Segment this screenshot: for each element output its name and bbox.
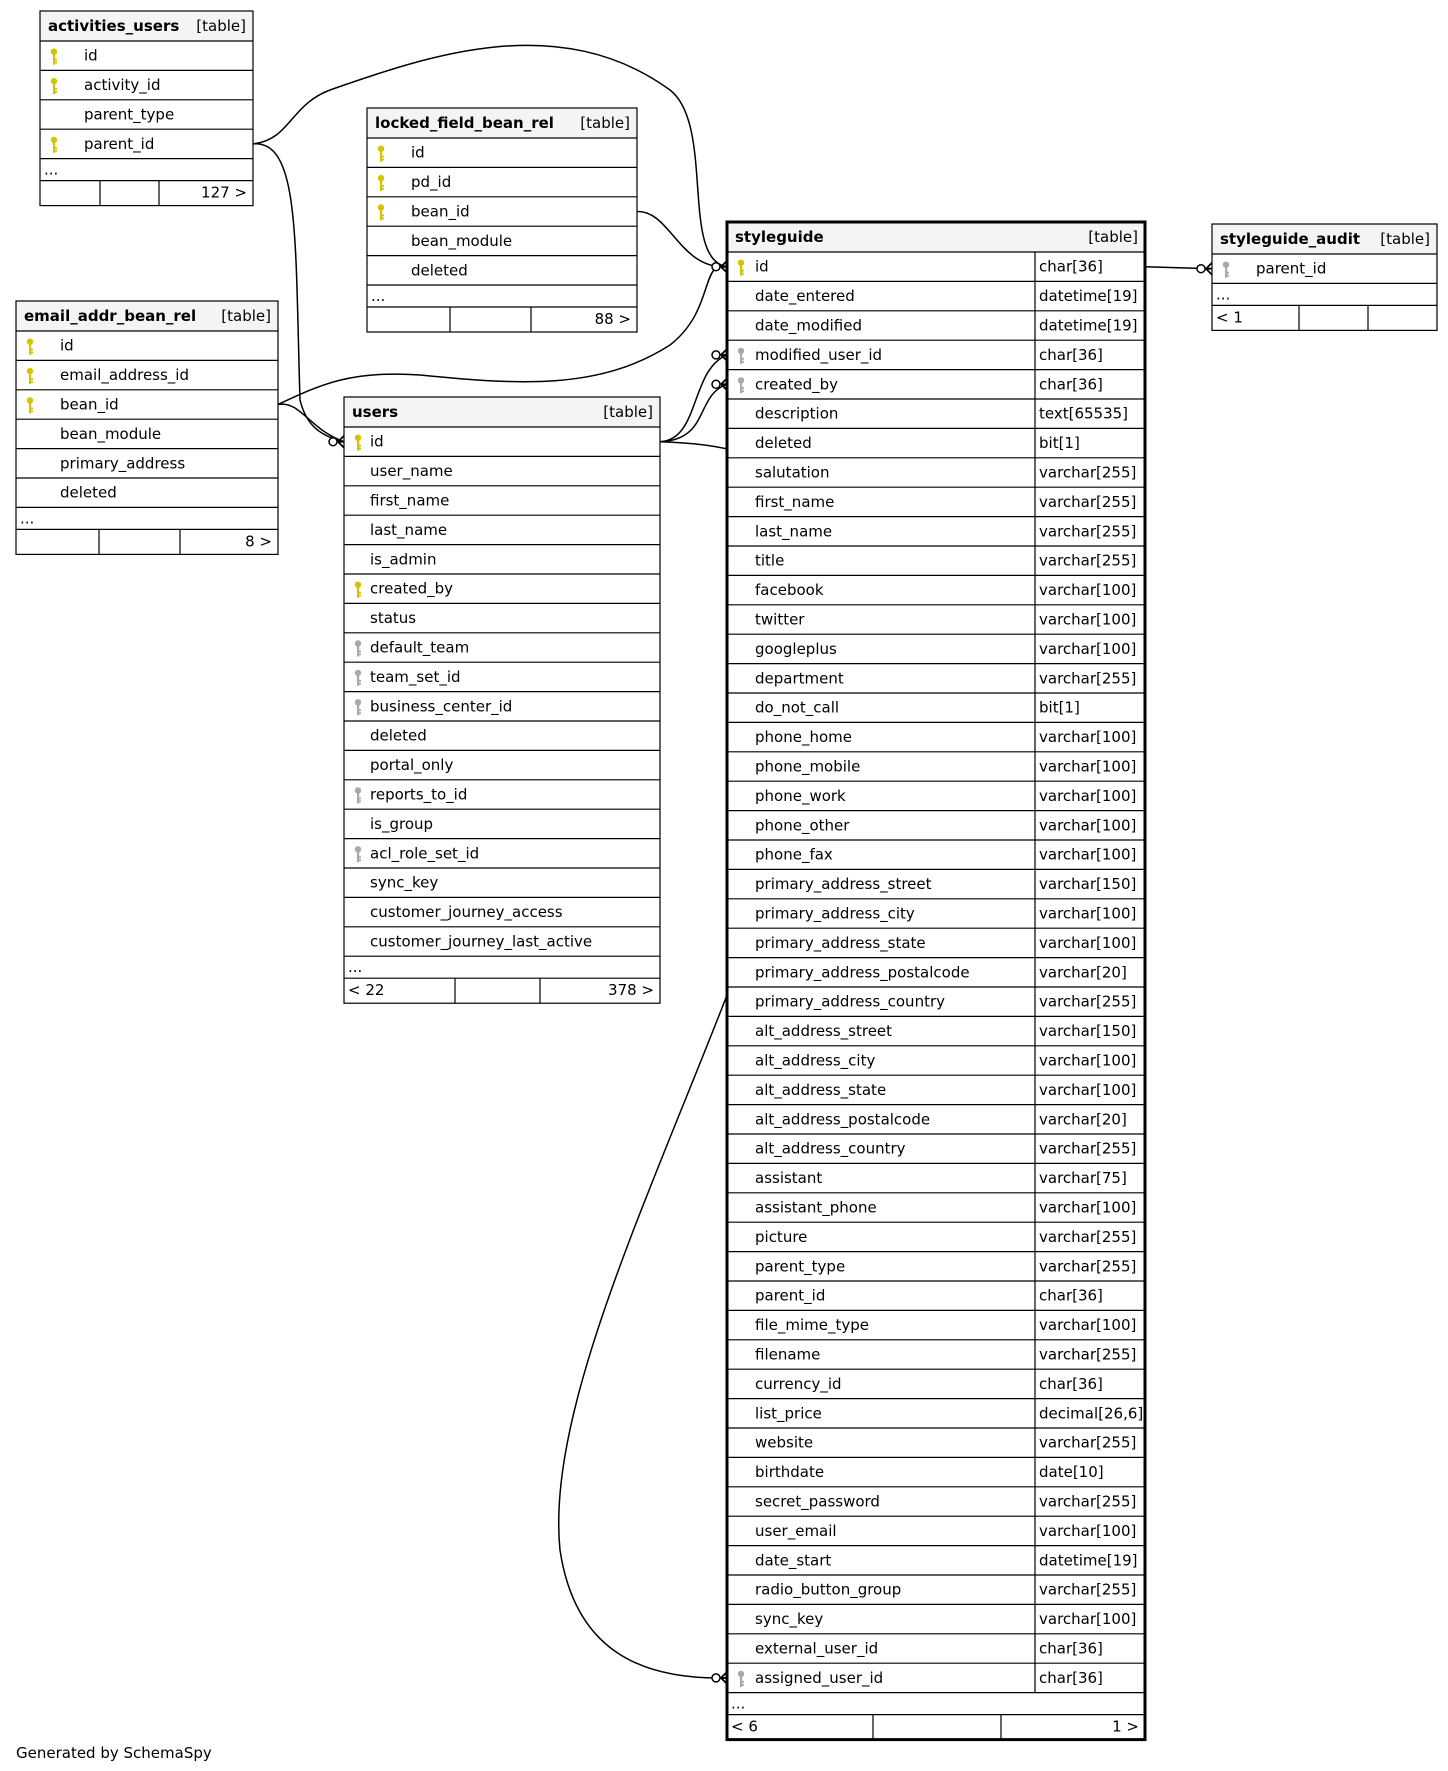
column-type: varchar[255] bbox=[1039, 669, 1137, 688]
column-name: currency_id bbox=[755, 1374, 842, 1393]
column-type: varchar[100] bbox=[1039, 581, 1137, 600]
column-name: deleted bbox=[60, 483, 117, 502]
column-type: varchar[150] bbox=[1039, 1022, 1137, 1041]
column-name: is_admin bbox=[370, 550, 437, 569]
column-name: title bbox=[755, 551, 785, 570]
column-name: department bbox=[755, 669, 844, 688]
column-name: created_by bbox=[370, 579, 454, 598]
column-name: alt_address_postalcode bbox=[755, 1110, 931, 1129]
tables-layer bbox=[16, 11, 1437, 1740]
column-type: varchar[255] bbox=[1039, 1139, 1137, 1158]
column-type: datetime[19] bbox=[1039, 1551, 1138, 1570]
children-count: 127 > bbox=[201, 183, 247, 202]
column-name: primary_address_city bbox=[755, 904, 915, 923]
edge-users-to-modified-user bbox=[660, 355, 727, 442]
column-name: primary_address bbox=[60, 454, 186, 473]
column-name: bean_id bbox=[60, 395, 119, 414]
column-type: text[65535] bbox=[1039, 404, 1129, 423]
column-name: date_entered bbox=[755, 287, 855, 306]
more-columns-ellipsis: ... bbox=[371, 287, 386, 305]
table-locked-field-bean-rel[interactable] bbox=[367, 108, 637, 332]
children-count: 88 > bbox=[594, 310, 631, 328]
table-title: styleguide_audit bbox=[1220, 230, 1361, 248]
table-tag: [table] bbox=[221, 307, 271, 325]
edge-users-to-created-by bbox=[660, 384, 727, 441]
column-type: varchar[100] bbox=[1039, 845, 1137, 864]
column-name: salutation bbox=[755, 463, 830, 482]
column-type: char[36] bbox=[1039, 1668, 1103, 1687]
column-type: varchar[20] bbox=[1039, 1110, 1127, 1129]
column-name: facebook bbox=[755, 581, 824, 600]
column-name: date_start bbox=[755, 1551, 832, 1570]
more-columns-ellipsis: ... bbox=[44, 160, 59, 179]
table-tag: [table] bbox=[603, 403, 653, 421]
column-name: acl_role_set_id bbox=[370, 844, 480, 863]
column-type: varchar[100] bbox=[1039, 728, 1137, 747]
column-type: varchar[255] bbox=[1039, 551, 1137, 570]
more-columns-ellipsis: ... bbox=[20, 509, 35, 528]
column-name: do_not_call bbox=[755, 698, 840, 717]
table-activities-users[interactable] bbox=[40, 11, 253, 206]
column-name: customer_journey_access bbox=[370, 903, 563, 922]
column-name: id bbox=[411, 143, 425, 162]
column-name: alt_address_city bbox=[755, 1051, 876, 1070]
column-type: varchar[100] bbox=[1039, 1610, 1137, 1629]
column-type: varchar[100] bbox=[1039, 639, 1137, 658]
column-name: is_group bbox=[370, 814, 434, 833]
column-name: bean_id bbox=[411, 202, 470, 221]
column-name: file_mime_type bbox=[755, 1316, 869, 1335]
styleguide-id-crowfoot bbox=[712, 261, 727, 273]
column-name: sync_key bbox=[370, 873, 439, 892]
column-type: varchar[100] bbox=[1039, 1051, 1137, 1070]
column-type: bit[1] bbox=[1039, 434, 1080, 453]
column-name: secret_password bbox=[755, 1492, 880, 1511]
column-type: bit[1] bbox=[1039, 698, 1080, 717]
more-columns-ellipsis: ... bbox=[731, 1694, 746, 1713]
column-name: assigned_user_id bbox=[755, 1668, 884, 1687]
column-name: alt_address_street bbox=[755, 1022, 893, 1041]
column-name: business_center_id bbox=[370, 697, 513, 716]
column-type: varchar[255] bbox=[1039, 1580, 1137, 1599]
column-type: varchar[255] bbox=[1039, 522, 1137, 541]
column-name: last_name bbox=[370, 520, 448, 539]
column-name: parent_id bbox=[755, 1286, 826, 1305]
column-name: team_set_id bbox=[370, 667, 461, 686]
column-name: phone_fax bbox=[755, 845, 833, 864]
column-name: created_by bbox=[755, 375, 839, 394]
table-tag: [table] bbox=[196, 17, 246, 35]
column-name: filename bbox=[755, 1345, 821, 1364]
column-name: primary_address_street bbox=[755, 875, 932, 894]
column-name: last_name bbox=[755, 522, 833, 541]
column-name: id bbox=[370, 432, 384, 451]
assigned-user-crowfoot bbox=[712, 1672, 727, 1684]
column-name: pd_id bbox=[411, 173, 452, 192]
column-type: varchar[75] bbox=[1039, 1169, 1127, 1188]
column-name: alt_address_state bbox=[755, 1080, 887, 1099]
column-name: default_team bbox=[370, 638, 470, 657]
table-email-addr-bean-rel[interactable] bbox=[16, 301, 278, 554]
column-name: deleted bbox=[755, 434, 812, 453]
column-name: bean_module bbox=[411, 231, 513, 250]
column-name: email_address_id bbox=[60, 366, 189, 385]
parents-count: < 22 bbox=[348, 981, 385, 1000]
column-type: varchar[255] bbox=[1039, 1433, 1137, 1452]
table-tag: [table] bbox=[1380, 230, 1430, 248]
more-columns-ellipsis: ... bbox=[1216, 285, 1231, 304]
generated-by-footer: Generated by SchemaSpy bbox=[16, 1744, 212, 1762]
table-styleguide-audit[interactable] bbox=[1212, 224, 1437, 330]
column-name: bean_module bbox=[60, 424, 162, 443]
column-type: varchar[100] bbox=[1039, 1080, 1137, 1099]
column-name: first_name bbox=[370, 491, 450, 510]
column-name: status bbox=[370, 609, 417, 628]
column-name: parent_id bbox=[84, 134, 155, 153]
column-name: website bbox=[755, 1433, 814, 1452]
column-name: date_modified bbox=[755, 316, 862, 335]
column-name: alt_address_country bbox=[755, 1139, 906, 1158]
table-tag: [table] bbox=[1088, 228, 1138, 246]
column-type: varchar[255] bbox=[1039, 1492, 1137, 1511]
users-id-crowfoot bbox=[329, 436, 344, 448]
table-title: locked_field_bean_rel bbox=[375, 114, 554, 132]
column-name: modified_user_id bbox=[755, 345, 883, 364]
column-type: varchar[100] bbox=[1039, 1316, 1137, 1335]
column-name: id bbox=[84, 46, 98, 65]
column-type: datetime[19] bbox=[1039, 316, 1138, 335]
column-name: description bbox=[755, 404, 839, 423]
table-tag: [table] bbox=[580, 114, 630, 132]
table-title: activities_users bbox=[48, 17, 180, 35]
column-type: varchar[100] bbox=[1039, 816, 1137, 835]
column-name: user_email bbox=[755, 1521, 837, 1540]
column-name: user_name bbox=[370, 462, 453, 481]
column-type: varchar[255] bbox=[1039, 992, 1137, 1011]
column-type: varchar[255] bbox=[1039, 492, 1137, 511]
column-type: varchar[255] bbox=[1039, 1257, 1137, 1276]
column-name: phone_home bbox=[755, 728, 852, 747]
column-name: first_name bbox=[755, 492, 835, 511]
column-name: external_user_id bbox=[755, 1639, 879, 1658]
column-type: varchar[255] bbox=[1039, 463, 1137, 482]
column-type: char[36] bbox=[1039, 1639, 1103, 1658]
column-name: assistant_phone bbox=[755, 1198, 877, 1217]
children-count: 378 > bbox=[608, 981, 654, 1000]
column-type: varchar[100] bbox=[1039, 933, 1137, 952]
column-name: primary_address_country bbox=[755, 992, 945, 1011]
column-name: portal_only bbox=[370, 756, 454, 775]
column-name: parent_id bbox=[1256, 259, 1327, 278]
column-name: parent_type bbox=[84, 105, 175, 124]
column-type: date[10] bbox=[1039, 1463, 1104, 1482]
column-type: varchar[100] bbox=[1039, 757, 1137, 776]
column-name: customer_journey_last_active bbox=[370, 932, 593, 951]
column-type: varchar[100] bbox=[1039, 904, 1137, 923]
column-name: deleted bbox=[370, 726, 427, 745]
column-type: char[36] bbox=[1039, 1374, 1103, 1393]
column-name: phone_mobile bbox=[755, 757, 861, 776]
column-name: reports_to_id bbox=[370, 785, 468, 804]
column-name: primary_address_state bbox=[755, 933, 926, 952]
column-type: varchar[100] bbox=[1039, 610, 1137, 629]
column-name: id bbox=[755, 257, 769, 276]
children-count: 8 > bbox=[245, 532, 272, 551]
column-type: varchar[100] bbox=[1039, 1521, 1137, 1540]
column-type: varchar[100] bbox=[1039, 1198, 1137, 1217]
column-type: datetime[19] bbox=[1039, 287, 1138, 306]
column-type: varchar[20] bbox=[1039, 963, 1127, 982]
column-type: varchar[100] bbox=[1039, 786, 1137, 805]
table-title: styleguide bbox=[735, 228, 824, 246]
column-type: varchar[255] bbox=[1039, 1345, 1137, 1364]
column-type: decimal[26,6] bbox=[1039, 1404, 1144, 1423]
table-title: users bbox=[352, 403, 399, 421]
children-count: 1 > bbox=[1112, 1717, 1139, 1736]
audit-parent-crowfoot bbox=[1197, 263, 1212, 275]
column-name: googleplus bbox=[755, 639, 837, 658]
column-name: list_price bbox=[755, 1404, 822, 1423]
column-type: char[36] bbox=[1039, 375, 1103, 394]
table-users[interactable] bbox=[344, 397, 660, 1003]
column-type: varchar[255] bbox=[1039, 1227, 1137, 1246]
column-name: phone_other bbox=[755, 816, 850, 835]
column-type: char[36] bbox=[1039, 1286, 1103, 1305]
parents-count: < 1 bbox=[1216, 308, 1243, 327]
column-name: birthdate bbox=[755, 1463, 825, 1482]
column-name: activity_id bbox=[84, 76, 161, 95]
column-name: phone_work bbox=[755, 786, 846, 805]
parents-count: < 6 bbox=[731, 1717, 758, 1736]
column-type: char[36] bbox=[1039, 257, 1103, 276]
table-styleguide[interactable] bbox=[727, 222, 1145, 1740]
column-type: varchar[150] bbox=[1039, 875, 1137, 894]
column-type: char[36] bbox=[1039, 345, 1103, 364]
column-name: primary_address_postalcode bbox=[755, 963, 970, 982]
column-name: deleted bbox=[411, 261, 468, 280]
column-name: id bbox=[60, 336, 74, 355]
column-name: sync_key bbox=[755, 1610, 824, 1629]
more-columns-ellipsis: ... bbox=[348, 958, 363, 977]
column-name: parent_type bbox=[755, 1257, 846, 1276]
column-name: picture bbox=[755, 1227, 808, 1246]
column-name: radio_button_group bbox=[755, 1580, 902, 1599]
column-name: assistant bbox=[755, 1169, 823, 1188]
table-title: email_addr_bean_rel bbox=[24, 307, 197, 325]
column-name: twitter bbox=[755, 610, 805, 629]
